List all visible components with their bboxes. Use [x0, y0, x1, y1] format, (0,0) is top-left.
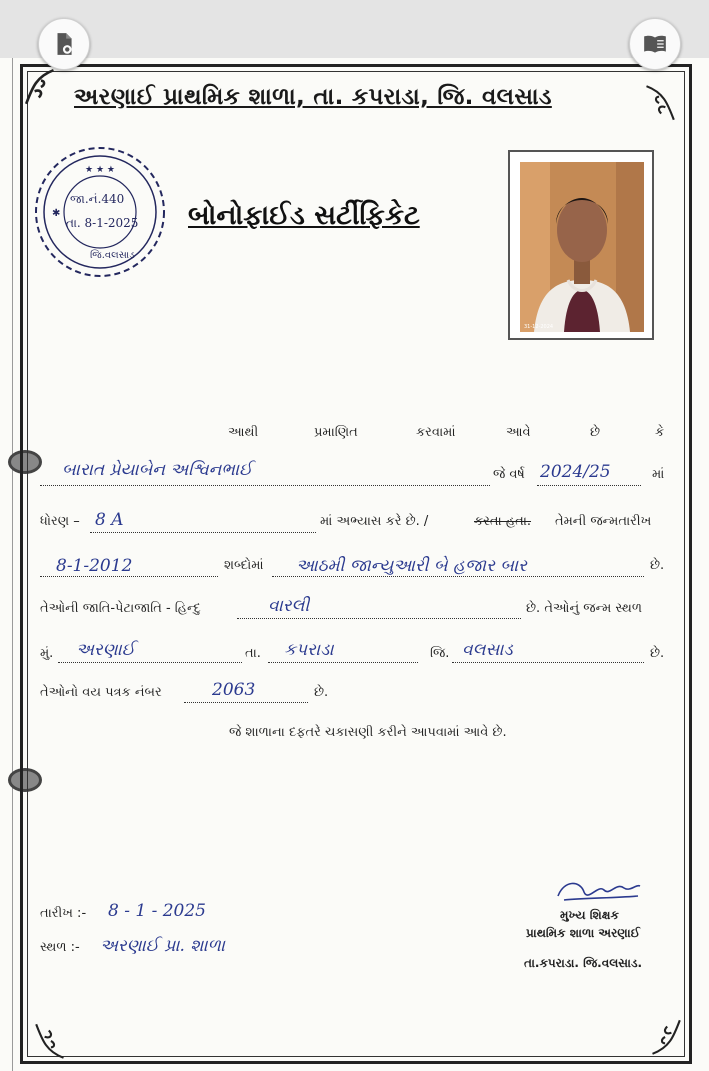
date-label: તારીખ :- [40, 906, 87, 921]
signatory-address: તા.કપરાડા. જિ.વલસાડ. [524, 956, 643, 970]
birthplace-label: છે. તેઓનું જન્મ સ્થળ [526, 601, 642, 616]
in-words-label: શબ્દોમાં [224, 558, 264, 573]
dob-label: તેમની જન્મતારીખ [555, 514, 652, 529]
date-of-birth: 8-1-2012 [56, 556, 133, 576]
is-word: છે. [650, 558, 665, 573]
dob-in-words: આઠમી જાન્યુઆરી બે હજાર બાર [296, 556, 527, 576]
year-label: જે વર્ષ [493, 467, 525, 482]
taluka-value: કપરાડા [284, 640, 334, 660]
corner-ornament-icon [642, 1016, 684, 1058]
school-heading: અરણાઈ પ્રાથમિક શાળા, તા. કપરાડા, જિ. વલસાડ [74, 84, 552, 110]
photo-date: 31-12-2024 [524, 324, 554, 330]
seal-date: તા. 8-1-2025 [66, 216, 139, 230]
certificate-page [0, 58, 709, 1071]
student-photo [508, 150, 654, 340]
seal-district: જિ.વલસાડ [90, 250, 135, 261]
signatory-role: મુખ્ય શિક્ષક [560, 908, 619, 922]
seal-stamp-icon [30, 142, 170, 282]
closing-statement: જે શાળાના દફતરે ચકાસણી કરીને આપવામાં આવે છે. [229, 725, 507, 740]
village-value: અરણાઈ [76, 640, 135, 660]
certificate-title: બોનોફાઈડ સર્ટીફિકેટ [188, 200, 420, 231]
student-portrait-icon [520, 162, 644, 332]
standard-value: 8 A [95, 510, 124, 530]
caste-value: વારલી [268, 596, 310, 616]
student-name: બારાત પ્રેયાબેન અશ્વિનભાઈ [62, 460, 253, 480]
issue-place: અરણાઈ પ્રા. શાળા [100, 936, 225, 956]
signatory-school: પ્રાથમિક શાળા અરણાઈ [526, 926, 640, 940]
svg-text:★ ★ ★: ★ ★ ★ [85, 165, 115, 175]
book-icon [642, 31, 668, 57]
register-number: 2063 [212, 680, 256, 700]
village-label: મું. [40, 646, 54, 661]
caste-label: તેઓની જાતિ-પેટાજાતિ - હિન્દુ [40, 601, 201, 616]
viewer-toolbar [0, 0, 709, 58]
district-value: વલસાડ [462, 640, 513, 660]
place-label: સ્થળ :- [40, 940, 80, 955]
reading-mode-button[interactable] [629, 18, 681, 70]
issue-date: 8 - 1 - 2025 [108, 901, 206, 921]
preamble-word: પ્રમાણિત [314, 425, 358, 440]
taluka-label: તા. [245, 646, 261, 661]
register-label: તેઓનો વય પત્રક નંબર [40, 685, 162, 700]
headmaster-signature [554, 876, 644, 906]
school-seal [30, 142, 170, 282]
is-word: છે. [650, 646, 665, 661]
corner-ornament-icon [22, 66, 64, 108]
preamble-word: કરવામાં [416, 425, 456, 440]
struck-text: કરતા હતા. [474, 514, 532, 529]
seal-register-number: જા.નં.440 [70, 192, 125, 206]
preamble-word: કે [655, 425, 665, 440]
academic-year: 2024/25 [540, 462, 611, 482]
is-word: છે. [314, 685, 329, 700]
view-pdf-icon [51, 31, 77, 57]
preamble-word: આથી [228, 425, 259, 440]
in-word: માં [652, 467, 665, 482]
studies-text: માં અભ્યાસ કરે છે. / [320, 514, 429, 529]
corner-ornament-icon [32, 1020, 74, 1062]
svg-text:✱: ✱ [52, 208, 61, 219]
corner-ornament-icon [636, 82, 678, 124]
view-pdf-button[interactable] [38, 18, 90, 70]
preamble-word: આવે [506, 425, 531, 440]
standard-label: ધોરણ – [40, 514, 80, 529]
district-label: જિ. [430, 646, 450, 661]
preamble-word: છે [590, 425, 601, 440]
